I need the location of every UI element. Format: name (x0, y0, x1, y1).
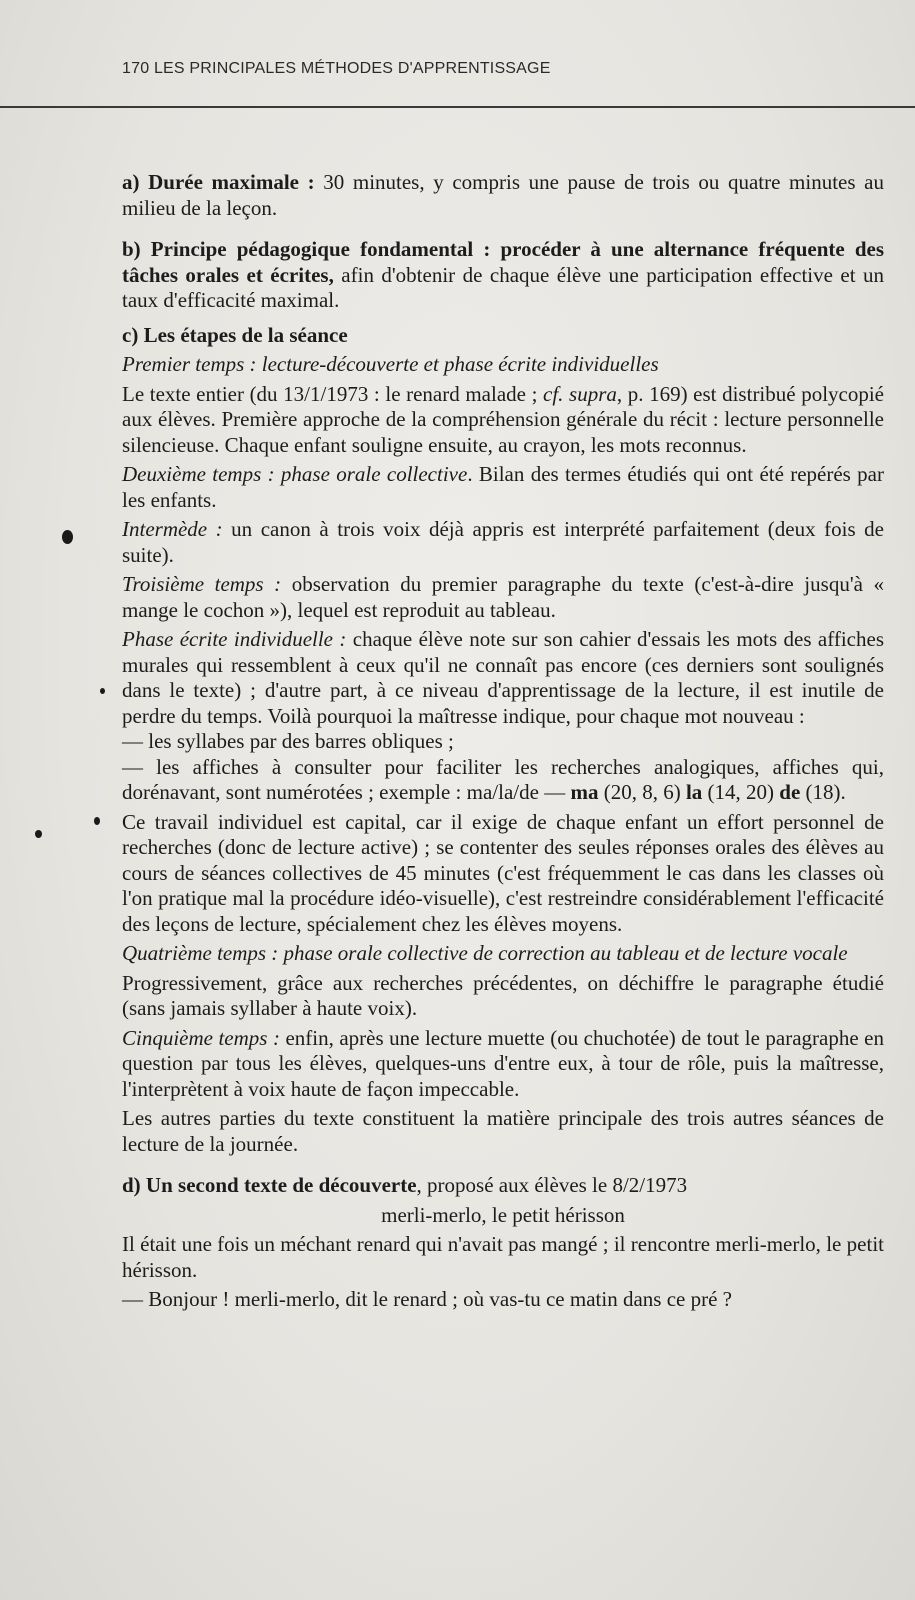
cinquieme-temps (122, 1026, 884, 1103)
phase-ecrite-text: chaque élève note sur son cahier d'essais les mots des affiches murales qui ressemblent à ceux qu'il ne connaît pas encore (ces derniers sont soulignés dans le texte) ; d'autre part, à ce niveau d'apprentissage de la lecture, il est inutile de perdre du temps. Voilà pourquoi la maîtresse indique, pour chaque mot nouveau : (122, 627, 884, 728)
dash2-text-d: (18). (800, 780, 846, 804)
troisieme-temps-label: Troisième temps : (122, 572, 282, 596)
dash2-text-a: — les affiches à consulter pour faciliter les recherches analogiques, affiches qui, dorénavant, sont numérotées ; exemple : ma/la/de — (122, 754, 884, 804)
dash-item-syllabes: — les syllabes par des barres obliques ; (122, 729, 454, 753)
word-ma: ma (570, 780, 599, 804)
autres-paragraph: Les autres parties du texte constituent la matière principale des trois autres séances de lecture de la journée. (122, 1106, 884, 1156)
ink-speck (100, 688, 105, 694)
cinquieme-temps-label: Cinquième temps : (122, 1025, 280, 1050)
troisieme-temps (122, 572, 884, 623)
premier-temps-paragraph (122, 382, 884, 459)
intermede-text: un canon à trois voix déjà appris est interprété parfaitement (deux fois de suite). (122, 517, 884, 567)
troisieme-temps-text: observation du premier paragraphe du texte (c'est-à-dire jusqu'à « mange le cochon »), lequel est reproduit au tableau. (122, 572, 884, 622)
story-paragraph-1: Il était une fois un méchant renard qui n'avait pas mangé ; il rencontre merli-merlo, le petit hérisson. (122, 1232, 884, 1282)
phase-ecrite (122, 627, 884, 729)
section-c-heading (122, 323, 884, 349)
section-a-text: 30 minutes, y compris une pause de trois ou quatre minutes au milieu de la leçon. (122, 170, 884, 220)
section-d (122, 1173, 884, 1199)
quatrieme-temps-label (122, 941, 884, 967)
running-head: 170 LES PRINCIPALES MÉTHODES D'APPRENTISSAGE (122, 60, 551, 77)
header-rule (0, 106, 915, 108)
intermede-label: Intermède : (122, 517, 223, 541)
story-title: merli-merlo, le petit hérisson (381, 1202, 625, 1227)
ink-speck (35, 830, 42, 838)
premier-text-b: , p. 169) est distribué polycopié aux élèves. Première approche de la compréhension générale du récit : lecture personnelle silencieuse. Chaque enfant souligne ensuite, au crayon, les mots reconnus. (122, 381, 884, 457)
intermede (122, 517, 884, 568)
story-paragraph-2: — Bonjour ! merli-merlo, dit le renard ; où vas-tu ce matin dans ce pré ? (122, 1287, 732, 1311)
ink-speck (62, 530, 73, 544)
cf-supra: cf. supra (543, 381, 617, 406)
phase-ecrite-label: Phase écrite individuelle : (122, 627, 347, 651)
section-b-text: afin d'obtenir de chaque élève une participation effective et un taux d'efficacité maximal. (122, 262, 884, 312)
section-d-text: , proposé aux élèves le 8/2/1973 (416, 1173, 688, 1197)
word-la: la (685, 780, 703, 804)
quatrieme-temps-label-text: Quatrième temps : phase orale collective de correction au tableau et de lecture vocale (122, 941, 848, 965)
dash-item-affiches (122, 755, 884, 806)
word-de: de (779, 780, 801, 804)
section-b-label: b) Principe pédagogique fondamental : procéder à une alternance fréquente des tâches orales et écrites, (122, 237, 884, 287)
travail-paragraph: Ce travail individuel est capital, car il exige de chaque enfant un effort personnel de recherches (donc de lecture active) ; se contenter des seules réponses orales des élèves au cours de séances collectives de 45 minutes (c'est fréquemment le cas dans les classes où l'on pratique mal la procédure idéo-visuelle), c'est restreindre considérablement l'efficacité des leçons de lecture, spécialement chez les élèves moyens. (122, 809, 884, 936)
section-c-heading-text: c) Les étapes de la séance (122, 322, 348, 347)
page-body (122, 170, 884, 1313)
section-b (122, 237, 884, 314)
premier-text-a: Le texte entier (du 13/1/1973 : le renard malade ; (122, 381, 544, 406)
section-d-label: d) Un second texte de découverte (122, 1173, 417, 1197)
premier-temps-label-text: Premier temps : lecture-découverte et phase écrite individuelles (122, 352, 659, 376)
section-a-label: a) Durée maximale : (122, 170, 315, 194)
section-a (122, 170, 884, 221)
progressivement-paragraph: Progressivement, grâce aux recherches précédentes, on déchiffre le paragraphe étudié (sans jamais syllaber à haute voix). (122, 970, 884, 1020)
cinquieme-temps-text: enfin, après une lecture muette (ou chuchotée) de tout le paragraphe en question par tous les élèves, quelques-uns d'entre eux, à tour de rôle, puis la maîtresse, l'interprètent à voix haute de façon impeccable. (122, 1025, 884, 1101)
deuxieme-temps-label: Deuxième temps : phase orale collective (122, 462, 468, 486)
deuxieme-temps-text: . Bilan des termes étudiés qui ont été repérés par les enfants. (122, 462, 884, 512)
deuxieme-temps (122, 462, 884, 513)
dash2-text-b: (20, 8, 6) (598, 780, 686, 804)
ink-speck (94, 817, 100, 825)
premier-temps-label (122, 352, 884, 378)
dash2-text-c: (14, 20) (702, 780, 780, 804)
